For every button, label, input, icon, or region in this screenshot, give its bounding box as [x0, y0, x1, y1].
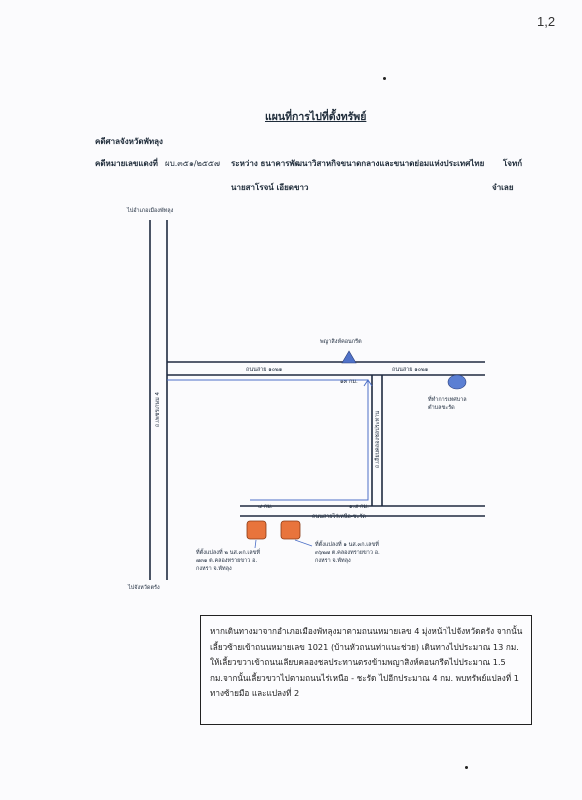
label-to-phatthalung: ไปอำเภอเมืองพัทลุง [127, 208, 174, 214]
label-rai-nuea-road: ถนนสายไร่เหนือ-ชะรัด [312, 514, 367, 520]
label-office: ที่ทำการเทศบาล ตำบลชะรัด [428, 397, 467, 411]
case-label: คดีหมายเลขแดงที่ [95, 159, 158, 168]
label-plot-2: ที่ตั้งแปลงที่ ๒ นส.๓ก.เลขที่ ๗๓๑ ต.คลองทรายขาว อ. กงหรา จ.พัทลุง [196, 550, 261, 572]
plot-2-marker [247, 521, 266, 539]
label-13-km: ๑๓ กม. [340, 379, 358, 385]
label-1-5-km: ๑.๕ กม. [349, 504, 369, 510]
label-4-km: ๔ กม. [258, 504, 273, 510]
label-canal-road: ถ.เลียบคลองชลประทาน [375, 410, 381, 468]
page-number: 1,2 [537, 14, 556, 29]
office-ellipse [448, 375, 466, 389]
label-landmark: พญาสิงห์คอนกรีต [320, 339, 362, 345]
label-to-trang: ไปจังหวัดตรัง [128, 585, 160, 591]
label-plot-1: ที่ตั้งแปลงที่ ๑ นส.๓ก.เลขที่ ๓๖๒๗ ต.คลองทรายขาว อ. กงหรา จ.พัทลุง [315, 542, 380, 564]
directions-box [200, 615, 532, 725]
label-highway-4: ถ.เพชรเกษม 4 [155, 392, 161, 427]
case-number: ผบ.๓๕๑/๒๕๕๗ [165, 159, 221, 168]
defendant-role: จำเลย [492, 183, 514, 192]
case-parties: ระหว่าง ธนาคารพัฒนาวิสาหกิจขนาดกลางและขนาดย่อมแห่งประเทศไทย [231, 159, 485, 168]
plot-2-pointer [255, 540, 256, 548]
scan-speck [383, 77, 386, 80]
directions-text: หากเดินทางมาจากอำเภอเมืองพัทลุงมาตามถนนหมายเลข 4 มุ่งหน้าไปจังหวัดตรัง จากนั้นเลี้ยวซ้ายเข้าถนนหมายเลข 1021 (บ้านหัวถนนท่าแนะช่วย) เดินทางไปประมาณ 13 กม. ให้เลี้ยวขวาเข้าถนนเลียบคลองชลประทานตรงข้ามพญาสิงห์คอนกรีตไปประมาณ 1.5 กม.จากนั้นเลี้ยวขวาไปตามถนนไร่เหนือ - ชะรัด ไปอีกประมาณ 4 กม. พบทรัพย์แปลงที่ 1 ทางซ้ายมือ และแปลงที่ 2 [210, 626, 523, 698]
defendant-name: นายสาโรจน์ เอียดขาว [231, 183, 309, 192]
label-road-1021-left: ถนนสาย ๑๐๒๑ [246, 367, 283, 373]
scan-speck [465, 766, 468, 769]
label-road-1021-right: ถนนสาย ๑๐๒๑ [392, 367, 429, 373]
plot-1-pointer [295, 540, 312, 546]
court-name: คดีศาลจังหวัดพัทลุง [95, 137, 163, 146]
plaintiff-role: โจทก์ [503, 159, 523, 168]
landmark-triangle [342, 351, 356, 363]
plot-1-marker [281, 521, 300, 539]
route-line [167, 380, 368, 500]
page-title: แผนที่การไปที่ตั้งทรัพย์ [265, 111, 367, 123]
